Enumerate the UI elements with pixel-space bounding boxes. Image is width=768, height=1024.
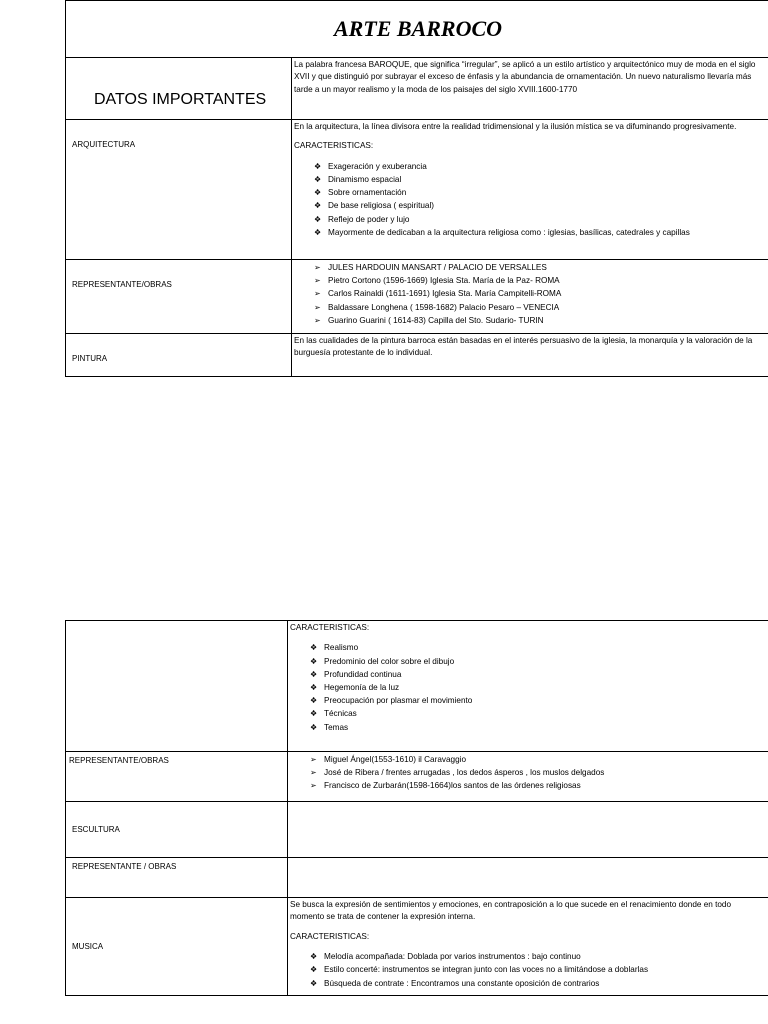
rep3-label: REPRESENTANTE / OBRAS <box>66 858 288 898</box>
pintura-label: PINTURA <box>66 334 292 377</box>
list-item: ❖ Temas <box>290 721 767 734</box>
diamond-bullet-icon: ❖ <box>314 175 322 185</box>
rep2-label: REPRESENTANTE/OBRAS <box>66 752 288 802</box>
diamond-bullet-icon: ❖ <box>310 696 318 706</box>
list-item: ❖ Exageración y exuberancia <box>294 160 767 173</box>
rep1-list <box>294 261 767 327</box>
musica-label: MUSICA <box>66 898 288 996</box>
list-item: ❖ Estilo concerté: instrumentos se integran junto con las voces no a limitándose a doblarlas <box>290 963 767 976</box>
list-item: ❖ Melodía acompañada: Doblada por varios instrumentos : bajo continuo <box>290 950 767 963</box>
list-item: ➢ Guarino Guarini ( 1614-83) Capilla del Sto. Sudario- TURIN <box>294 314 767 327</box>
diamond-bullet-icon: ❖ <box>314 201 322 211</box>
arquitectura-intro: En la arquitectura, la línea divisora entre la realidad tridimensional y la ilusión mística se va difuminando progresivamente. <box>294 122 737 131</box>
rep2-list <box>290 753 767 793</box>
diamond-bullet-icon: ❖ <box>310 669 318 679</box>
diamond-bullet-icon: ❖ <box>310 709 318 719</box>
list-item: ❖ De base religiosa ( espiritual) <box>294 199 767 212</box>
escultura-cell <box>288 802 768 858</box>
list-item: ❖ Profundidad continua <box>290 668 767 681</box>
arquitectura-label: ARQUITECTURA <box>66 120 292 260</box>
diamond-bullet-icon: ❖ <box>310 952 318 962</box>
arrow-bullet-icon: ➢ <box>310 768 317 778</box>
rep1-cell <box>292 260 768 334</box>
musica-text: Se busca la expresión de sentimientos y emociones, en contraposición a lo que sucede en el renacimiento donde en todo momento se trata de contener la expresión interna. <box>290 900 732 922</box>
list-item: ➢ Baldassare Longhena ( 1598-1682) Palacio Pesaro – VENECIA <box>294 301 767 314</box>
arquitectura-list <box>294 160 767 239</box>
list-item: ❖ Búsqueda de contrate : Encontramos una constante oposición de contrarios <box>290 977 767 990</box>
musica-cell <box>288 898 768 996</box>
rep1-label: REPRESENTANTE/OBRAS <box>66 260 292 334</box>
list-item: ➢ Pietro Cortono (1596-1669) Iglesia Sta. María de la Paz- ROMA <box>294 274 767 287</box>
list-item: ➢ Miguel Ángel(1553-1610) il Caravaggio <box>290 753 767 766</box>
list-item: ❖ Mayormente de dedicaban a la arquitectura religiosa como : iglesias, basílicas, catedrales y capillas <box>294 226 767 239</box>
pintura-list <box>290 641 767 733</box>
table-arte-barroco-continued <box>65 620 768 996</box>
empty-cell <box>66 621 288 752</box>
arquitectura-subhead: CARACTERISTICAS: <box>294 141 374 151</box>
table-arte-barroco <box>65 0 768 377</box>
rep2-cell <box>288 752 768 802</box>
list-item: ❖ Preocupación por plasmar el movimiento <box>290 694 767 707</box>
diamond-bullet-icon: ❖ <box>314 161 322 171</box>
arrow-bullet-icon: ➢ <box>314 315 321 325</box>
escultura-label: ESCULTURA <box>66 802 288 858</box>
list-item: ❖ Predominio del color sobre el dibujo <box>290 655 767 668</box>
pintura-caracteristicas-cell <box>288 621 768 752</box>
musica-subhead: CARACTERISTICAS: <box>290 931 370 941</box>
pintura-text: En las cualidades de la pintura barroca están basadas en el interés persuasivo de la iglesia, la monarquía y la valoración de la burguesía protestante de lo individual. <box>292 334 768 377</box>
diamond-bullet-icon: ❖ <box>310 683 318 693</box>
rep3-cell <box>288 858 768 898</box>
list-item: ❖ Realismo <box>290 641 767 654</box>
list-item: ➢ Francisco de Zurbarán(1598-1664)los santos de las órdenes religiosas <box>290 779 767 792</box>
diamond-bullet-icon: ❖ <box>310 965 318 975</box>
page-title: ARTE BARROCO <box>66 1 768 58</box>
datos-label: DATOS IMPORTANTES <box>66 58 292 120</box>
datos-text: La palabra francesa BAROQUE, que significa “irregular”, se aplicó a un estilo artístico y arquitectónico muy de moda en el siglo XVII y que distinguió por subrayar el exceso de énfasis y la abundancia de ornamentación. Un nuevo naturalismo llevaría más tarde a un mayor realismo y la moda de los paisajes del siglo XVIII.1600-1770 <box>292 58 768 120</box>
list-item: ❖ Dinamismo espacial <box>294 173 767 186</box>
pintura-subhead: CARACTERISTICAS: <box>290 623 370 632</box>
arquitectura-cell <box>292 120 768 260</box>
list-item: ➢ José de Ribera / frentes arrugadas , los dedos ásperos , los muslos delgados <box>290 766 767 779</box>
musica-list <box>290 950 767 990</box>
arrow-bullet-icon: ➢ <box>314 263 321 272</box>
arrow-bullet-icon: ➢ <box>314 276 321 286</box>
diamond-bullet-icon: ❖ <box>314 227 322 237</box>
diamond-bullet-icon: ❖ <box>310 643 318 653</box>
arrow-bullet-icon: ➢ <box>310 755 317 764</box>
list-item: ➢ JULES HARDOUIN MANSART / PALACIO DE VERSALLES <box>294 261 767 274</box>
arrow-bullet-icon: ➢ <box>314 289 321 299</box>
list-item: ❖ Sobre ornamentación <box>294 186 767 199</box>
diamond-bullet-icon: ❖ <box>310 978 318 988</box>
arrow-bullet-icon: ➢ <box>314 302 321 312</box>
diamond-bullet-icon: ❖ <box>310 656 318 666</box>
list-item: ➢ Carlos Rainaldi (1611-1691) Iglesia Sta. María Campitelli-ROMA <box>294 287 767 300</box>
list-item: ❖ Hegemonía de la luz <box>290 681 767 694</box>
diamond-bullet-icon: ❖ <box>314 214 322 224</box>
diamond-bullet-icon: ❖ <box>310 722 318 732</box>
list-item: ❖ Técnicas <box>290 707 767 720</box>
list-item: ❖ Reflejo de poder y lujo <box>294 213 767 226</box>
diamond-bullet-icon: ❖ <box>314 188 322 198</box>
arrow-bullet-icon: ➢ <box>310 781 317 791</box>
